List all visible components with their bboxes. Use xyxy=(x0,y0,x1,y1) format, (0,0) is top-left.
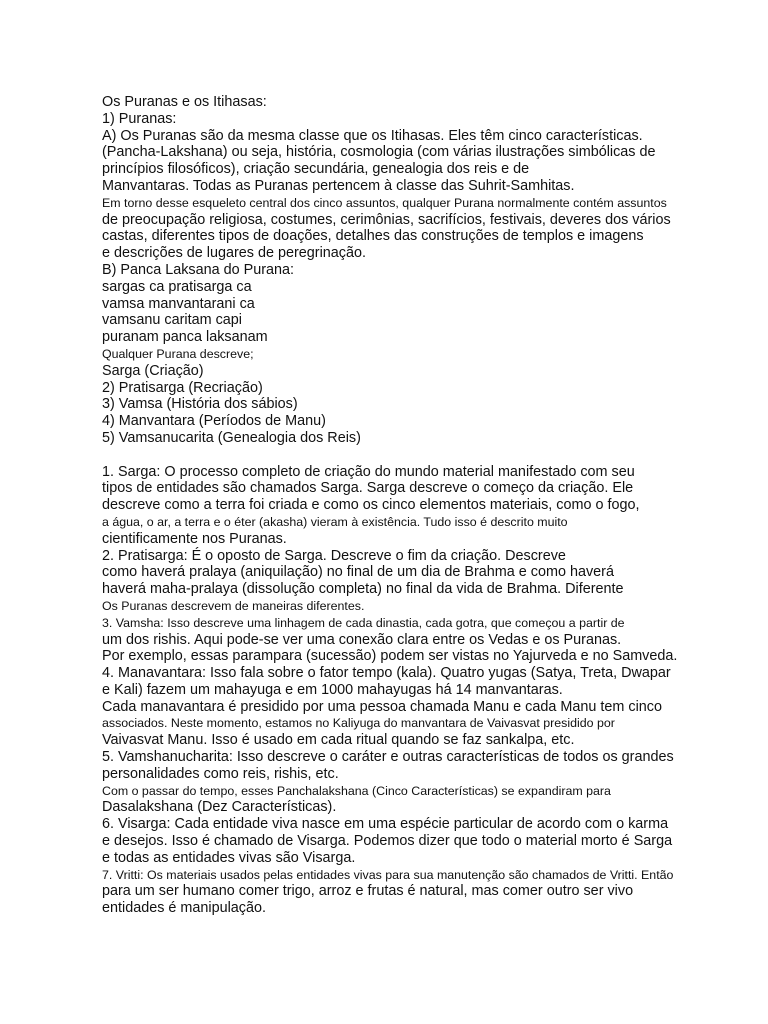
text-line: e desejos. Isso é chamado de Visarga. Podemos dizer que todo o material morto é Sarga xyxy=(102,833,673,850)
text-line: haverá maha-pralaya (dissolução completa) no final da vida de Brahma. Diferente xyxy=(102,581,624,598)
text-line: 6. Visarga: Cada entidade viva nasce em uma espécie particular de acordo com o karma xyxy=(102,816,669,833)
text-line: sargas ca pratisarga ca xyxy=(102,278,252,295)
text-line: Com o passar do tempo, esses Panchalakshana (Cinco Características) se expandiram para xyxy=(102,783,611,798)
text-line: 5) Vamsanucarita (Genealogia dos Reis) xyxy=(102,429,361,446)
text-line: vamsanu caritam capi xyxy=(102,312,242,329)
text-line: e descrições de lugares de peregrinação. xyxy=(102,245,366,262)
text-line: 1) Puranas: xyxy=(102,110,177,127)
text-line: 1. Sarga: O processo completo de criação do mundo material manifestado com seu xyxy=(102,463,635,480)
text-line: Em torno desse esqueleto central dos cinco assuntos, qualquer Purana normalmente contém assuntos xyxy=(102,195,667,210)
text-line: como haverá pralaya (aniquilação) no final de um dia de Brahma e como haverá xyxy=(102,564,614,581)
text-line: e Kali) fazem um mahayuga e em 1000 mahayugas há 14 manvantaras. xyxy=(102,681,563,698)
text-line: Os Puranas e os Itihasas: xyxy=(102,94,267,110)
text-line: entidades é manipulação. xyxy=(102,900,267,917)
text-line: (Pancha-Lakshana) ou seja, história, cosmologia (com várias ilustrações simbólicas de xyxy=(102,144,656,161)
text-line: para um ser humano comer trigo, arroz e frutas é natural, mas comer outro ser vivo xyxy=(102,883,634,900)
text-line: Dasalakshana (Dez Características). xyxy=(102,799,337,816)
text-line: puranam panca laksanam xyxy=(102,329,268,346)
document-body xyxy=(102,94,766,917)
text-line: personalidades como reis, rishis, etc. xyxy=(102,765,339,782)
text-line: 4) Manvantara (Períodos de Manu) xyxy=(102,413,326,430)
text-line: A) Os Puranas são da mesma classe que os Itihasas. Eles têm cinco características. xyxy=(102,127,643,144)
text-line: tipos de entidades são chamados Sarga. Sarga descreve o começo da criação. Ele xyxy=(102,480,634,497)
text-line: 3. Vamsha: Isso descreve uma linhagem de cada dinastia, cada gotra, que começou a partir de xyxy=(102,615,625,630)
text-line: 2. Pratisarga: É o oposto de Sarga. Descreve o fim da criação. Descreve xyxy=(102,547,566,564)
text-line: cientificamente nos Puranas. xyxy=(102,530,287,547)
text-line: castas, diferentes tipos de doações, detalhes das construções de templos e imagens xyxy=(102,228,644,245)
text-line: Sarga (Criação) xyxy=(102,362,204,379)
text-line: e todas as entidades vivas são Visarga. xyxy=(102,849,356,866)
text-line: vamsa manvantarani ca xyxy=(102,295,255,312)
text-line: Por exemplo, essas parampara (sucessão) podem ser vistas no Yajurveda e no Samveda. xyxy=(102,648,678,665)
text-line: Manvantaras. Todas as Puranas pertencem à classe das Suhrit-Samhitas. xyxy=(102,177,575,194)
text-line: Vaivasvat Manu. Isso é usado em cada ritual quando se faz sankalpa, etc. xyxy=(102,732,575,749)
text-line: Os Puranas descrevem de maneiras diferentes. xyxy=(102,598,365,613)
text-line: 2) Pratisarga (Recriação) xyxy=(102,379,263,396)
text-line: B) Panca Laksana do Purana: xyxy=(102,261,295,278)
text-line: Qualquer Purana descreve; xyxy=(102,346,254,361)
text-line: Cada manavantara é presidido por uma pessoa chamada Manu e cada Manu tem cinco xyxy=(102,698,662,715)
text-line: princípios filosóficos), criação secundária, genealogia dos reis e de xyxy=(102,161,530,178)
text-line: de preocupação religiosa, costumes, cerimônias, sacrifícios, festivais, deveres dos vários xyxy=(102,211,671,228)
text-line: um dos rishis. Aqui pode-se ver uma conexão clara entre os Vedas e os Puranas. xyxy=(102,631,622,648)
text-line: a água, o ar, a terra e o éter (akasha) vieram à existência. Tudo isso é descrito muito xyxy=(102,514,568,529)
text-line: 5. Vamshanucharita: Isso descreve o caráter e outras características de todos os grandes xyxy=(102,749,674,766)
text-line: 3) Vamsa (História dos sábios) xyxy=(102,396,298,413)
text-line: descreve como a terra foi criada e como os cinco elementos materiais, como o fogo, xyxy=(102,497,640,514)
text-line: associados. Neste momento, estamos no Kaliyuga do manvantara de Vaivasvat presidido por xyxy=(102,716,615,731)
text-line: 7. Vritti: Os materiais usados pelas entidades vivas para sua manutenção são chamados de Vritti. Então xyxy=(102,867,674,882)
text-line: 4. Manavantara: Isso fala sobre o fator tempo (kala). Quatro yugas (Satya, Treta, Dwapar xyxy=(102,665,671,682)
blank-line xyxy=(102,447,766,464)
